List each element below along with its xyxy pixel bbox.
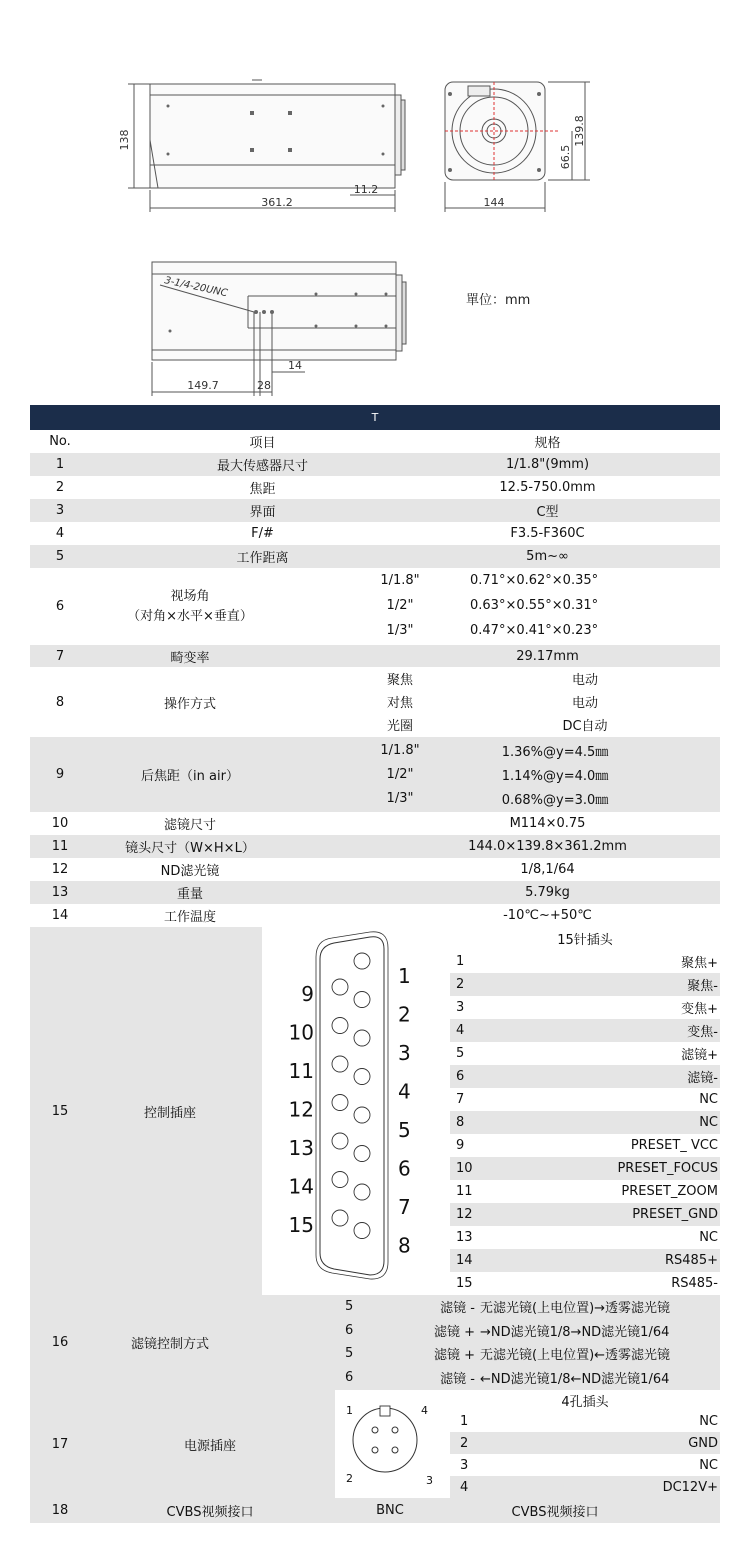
- table-row-backfocus: [30, 737, 720, 812]
- bf-sensor: 1/2": [386, 766, 414, 782]
- row-item: 滤镜尺寸: [163, 818, 216, 833]
- power-pin-label-1: 1: [346, 1404, 353, 1417]
- op-name: 聚焦: [386, 672, 413, 688]
- row-no: 5: [55, 549, 65, 564]
- pin-number: 13: [456, 1230, 473, 1245]
- spec-table: [30, 405, 720, 1520]
- filter-pin: 6: [345, 1369, 354, 1385]
- pin-number: 5: [456, 1046, 465, 1061]
- db15-pin-label: 6: [398, 1156, 411, 1181]
- row-no: 3: [55, 503, 65, 518]
- row-spec: 29.17mm: [516, 648, 579, 664]
- table-row: [450, 950, 720, 973]
- filter-signal: 滤镜 +: [433, 1348, 475, 1364]
- table-row: [450, 1042, 720, 1065]
- table-row: [450, 1111, 720, 1134]
- filter-description: 无滤光镜(上电位置)←透雾滤光镜: [480, 1348, 671, 1364]
- row-spec: -10℃~+50℃: [503, 908, 592, 923]
- op-name: 光圈: [386, 718, 413, 734]
- fov-label: 视场角: [170, 588, 210, 604]
- db15-pin-hole: [354, 1146, 370, 1162]
- table-row: [335, 1319, 720, 1343]
- table-row: [335, 1342, 720, 1366]
- table-row-power-socket: [30, 1390, 720, 1498]
- row-item: 最大传感器尺寸: [216, 459, 308, 474]
- row-spec: 144.0×139.8×361.2mm: [468, 839, 627, 854]
- op-value: 电动: [571, 672, 598, 688]
- row-item: 控制插座: [143, 1105, 196, 1121]
- power-pin-label-4: 4: [421, 1404, 428, 1417]
- row-spec: 12.5-750.0mm: [499, 480, 596, 495]
- row-no: 9: [55, 767, 65, 782]
- db15-pin-hole: [354, 1030, 370, 1046]
- db15-pin-hole: [354, 1184, 370, 1200]
- filter-signal: 滤镜 -: [440, 1371, 475, 1387]
- pin-function: 变焦-: [687, 1025, 718, 1040]
- row-item: 重量: [176, 887, 203, 902]
- pin-function: NC: [699, 1457, 718, 1473]
- table-row: [450, 1410, 720, 1432]
- table-row: [450, 1065, 720, 1088]
- row-item: 焦距: [249, 482, 276, 497]
- pin-number: 10: [456, 1161, 473, 1176]
- row-no: 6: [55, 599, 65, 614]
- row-spec: CVBS视频接口: [511, 1505, 599, 1520]
- table-row: [30, 545, 720, 568]
- db15-pin-hole: [354, 1223, 370, 1239]
- header-item: 项目: [249, 436, 276, 451]
- db15-pin-hole: [332, 1210, 348, 1226]
- dim-front-offset: 11.2: [353, 183, 379, 196]
- table-row: [30, 835, 720, 858]
- fov-sub-row: [30, 618, 720, 643]
- table-row: [30, 453, 720, 476]
- pin-function: PRESET_ VCC: [630, 1138, 718, 1153]
- filter-description: ←ND滤光镜1/8←ND滤光镜1/64: [480, 1371, 670, 1387]
- bf-sensor: 1/3": [386, 790, 414, 806]
- pin-function: PRESET_FOCUS: [617, 1161, 718, 1176]
- db15-pin-label: 14: [288, 1174, 314, 1199]
- table-row: [30, 858, 720, 881]
- row-no: 11: [51, 839, 69, 854]
- table-header: [30, 430, 720, 453]
- row-no: 1: [55, 457, 65, 472]
- pin-number: 6: [456, 1069, 465, 1084]
- fov-sensor: 1/3": [386, 623, 414, 638]
- db15-pin-label: 2: [398, 1002, 411, 1027]
- pin-function: GND: [688, 1435, 718, 1451]
- op-value: 电动: [571, 695, 598, 711]
- row-no: 15: [51, 1103, 69, 1119]
- row-item: 畸变率: [170, 650, 210, 666]
- dim-length: 361.2: [261, 196, 293, 209]
- filter-signal: 滤镜 +: [433, 1324, 475, 1340]
- filter-description: →ND滤光镜1/8→ND滤光镜1/64: [480, 1324, 670, 1340]
- header-no: No.: [49, 434, 71, 449]
- pin-function: 聚焦+: [681, 956, 718, 971]
- row-spec: 5m~∞: [526, 549, 569, 564]
- row-sub: BNC: [376, 1503, 404, 1518]
- row-spec: F3.5-F360C: [510, 526, 585, 541]
- table-row: [450, 1226, 720, 1249]
- row-spec: 1/8,1/64: [520, 862, 575, 877]
- db15-pin-label: 3: [398, 1041, 411, 1065]
- op-sub-row: [30, 690, 720, 712]
- dim-axis-height: 66.5: [559, 144, 572, 170]
- unit-label: 單位：mm: [466, 293, 531, 308]
- row-no: 14: [51, 908, 69, 923]
- pin-number: 3: [460, 1457, 469, 1473]
- bf-sub-row: [30, 763, 720, 785]
- db15-pin-label: 5: [398, 1118, 411, 1142]
- power-4pin-connector-icon: [340, 1400, 450, 1490]
- db15-pin-label: 15: [288, 1213, 314, 1237]
- pin-function: NC: [699, 1413, 718, 1429]
- filter-pin: 5: [345, 1346, 354, 1362]
- table-row: [450, 1019, 720, 1042]
- db15-pin-hole: [332, 1133, 348, 1149]
- row-no: 18: [51, 1503, 69, 1518]
- bf-sensor: 1/1.8": [380, 742, 420, 758]
- table-row: [335, 1295, 720, 1319]
- table-row: [30, 881, 720, 904]
- row-spec: 5.79kg: [525, 885, 570, 900]
- table-row: [30, 904, 720, 927]
- row-item: 操作方式: [163, 696, 216, 712]
- db15-pin-hole: [332, 979, 348, 995]
- pin-function: 滤镜-: [687, 1071, 718, 1086]
- pin-number: 1: [460, 1413, 469, 1429]
- db15-pin-label: 9: [301, 982, 314, 1006]
- dim-width-front: 144: [483, 196, 505, 209]
- table-row: [30, 522, 720, 545]
- op-value: DC自动: [562, 718, 608, 734]
- table-row-filter-control: [30, 1295, 720, 1390]
- db15-pin-label: 7: [398, 1195, 411, 1219]
- op-name: 对焦: [386, 695, 413, 711]
- pin-function: RS485+: [665, 1253, 718, 1268]
- db15-pin-label: 10: [288, 1020, 314, 1045]
- row-item: 镜头尺寸（W×H×L）: [125, 841, 255, 856]
- pin-number: 15: [456, 1276, 473, 1291]
- bf-value: 1.14%@y=4.0㎜: [501, 768, 609, 784]
- pin-number: 9: [456, 1138, 465, 1153]
- db15-pin-hole: [332, 1056, 348, 1072]
- table-row: [335, 1366, 720, 1390]
- row-item: 界面: [249, 505, 276, 520]
- dim-height-side: 138: [118, 129, 131, 151]
- fov-sub-row: [30, 593, 720, 618]
- pin-function: RS485-: [671, 1276, 718, 1291]
- table-row: [30, 499, 720, 522]
- dimension-drawing: [0, 0, 750, 405]
- table-title: T: [30, 405, 720, 430]
- fov-value: 0.47°×0.41°×0.23°: [470, 623, 599, 638]
- row-no: 4: [55, 526, 65, 541]
- bf-sub-row: [30, 787, 720, 809]
- row-item: F/#: [251, 526, 274, 541]
- pin-number: 8: [456, 1115, 465, 1130]
- table-row: [450, 1249, 720, 1272]
- db15-pin-hole: [332, 1095, 348, 1111]
- pin-function: NC: [699, 1092, 718, 1107]
- db15-pin-label: 8: [398, 1233, 411, 1258]
- row-no: 17: [51, 1436, 69, 1452]
- dim-mount-pos: 149.7: [187, 379, 219, 392]
- power-plug-header: 4孔插头: [561, 1394, 609, 1410]
- table-row: [450, 1432, 720, 1454]
- fov-value: 0.71°×0.62°×0.35°: [470, 573, 599, 588]
- row-item: 滤镜控制方式: [130, 1337, 209, 1352]
- row-no: 8: [55, 694, 65, 710]
- table-row: [450, 996, 720, 1019]
- pin-function: DC12V+: [662, 1479, 718, 1495]
- dim-height-front: 139.8: [573, 115, 586, 147]
- row-item: 电源插座: [183, 1438, 236, 1454]
- table-row: [450, 1454, 720, 1476]
- row-no: 12: [51, 862, 69, 877]
- pin-function: 聚焦-: [687, 979, 718, 994]
- table-row: [450, 1157, 720, 1180]
- pin-number: 7: [456, 1092, 465, 1107]
- pin-number: 3: [456, 1000, 465, 1015]
- pin-function: PRESET_ZOOM: [621, 1184, 718, 1199]
- filter-description: 无滤光镜(上电位置)→透雾滤光镜: [480, 1301, 671, 1317]
- dim-mount-gap-b: 14: [288, 359, 302, 372]
- db15-pin-hole: [354, 1069, 370, 1085]
- pin-number: 2: [460, 1435, 469, 1451]
- row-item: ND滤光镜: [160, 864, 220, 879]
- row-spec: M114×0.75: [509, 816, 586, 831]
- op-sub-row: [30, 667, 720, 689]
- filter-pin: 5: [345, 1299, 354, 1315]
- fov-sublabel: （对角×水平×垂直）: [127, 608, 253, 624]
- row-no: 13: [51, 885, 69, 900]
- pin-function: 滤镜+: [681, 1048, 718, 1063]
- table-row: [450, 973, 720, 996]
- row-no: 2: [55, 480, 65, 495]
- table-row: [450, 1476, 720, 1498]
- pin-function: NC: [699, 1115, 718, 1130]
- power-pin-label-3: 3: [426, 1474, 433, 1487]
- table-row: [450, 1203, 720, 1226]
- mount-thread-label: 3-1/4-20UNC: [163, 275, 229, 300]
- bf-sub-row: [30, 739, 720, 761]
- pin-number: 2: [456, 977, 465, 992]
- row-item: 工作温度: [163, 910, 216, 925]
- pin-function: 变焦+: [681, 1002, 718, 1017]
- db15-pin-hole: [354, 953, 370, 969]
- table-row-operation: [30, 667, 720, 737]
- table-row-control-socket: [30, 927, 720, 1295]
- row-spec: C型: [536, 505, 559, 520]
- row-no: 16: [51, 1335, 69, 1350]
- table-row: [450, 1180, 720, 1203]
- filter-ctrl-list: [335, 1295, 720, 1390]
- row-no: 10: [51, 816, 69, 831]
- fov-sub-row: [30, 568, 720, 593]
- row-no: 7: [55, 648, 65, 664]
- db15-pin-hole: [354, 992, 370, 1008]
- pin-function: NC: [699, 1230, 718, 1245]
- bf-value: 1.36%@y=4.5㎜: [501, 744, 609, 760]
- bf-value: 0.68%@y=3.0㎜: [501, 792, 609, 808]
- db15-pin-hole: [332, 1018, 348, 1034]
- control-plug-header: 15针插头: [557, 932, 613, 948]
- db15-pin-label: 1: [398, 964, 411, 988]
- table-row: [450, 1088, 720, 1111]
- pin-number: 1: [456, 954, 465, 969]
- filter-pin: 6: [345, 1322, 354, 1338]
- row-item: 后焦距（in air）: [141, 769, 239, 784]
- op-sub-row: [30, 713, 720, 735]
- db15-connector-icon: [270, 931, 450, 1291]
- row-spec: 1/1.8"(9mm): [505, 457, 590, 472]
- fov-sensor: 1/2": [386, 598, 414, 613]
- pin-number: 12: [456, 1207, 473, 1222]
- table-row-fov: [30, 568, 720, 645]
- pin-number: 4: [456, 1023, 465, 1038]
- table-row: [30, 812, 720, 835]
- dim-mount-gap-a: 28: [257, 379, 271, 392]
- db15-pin-label: 12: [288, 1097, 314, 1122]
- power-pin-list: [450, 1410, 720, 1498]
- db15-pin-label: 13: [288, 1136, 314, 1160]
- table-row-cvbs: [30, 1498, 720, 1523]
- db15-pin-hole: [354, 1107, 370, 1123]
- db15-pin-label: 11: [288, 1059, 314, 1083]
- db15-pin-hole: [332, 1172, 348, 1188]
- table-row: [30, 645, 720, 667]
- table-row: [450, 1134, 720, 1157]
- row-item: 工作距离: [236, 551, 289, 566]
- filter-signal: 滤镜 -: [440, 1301, 475, 1317]
- pin-number: 11: [456, 1184, 473, 1199]
- power-pin-label-2: 2: [346, 1472, 353, 1485]
- fov-value: 0.63°×0.55°×0.31°: [470, 598, 599, 613]
- header-spec: 规格: [534, 436, 561, 451]
- table-row: [30, 476, 720, 499]
- pin-number: 4: [460, 1479, 469, 1495]
- db15-pin-label: 4: [398, 1079, 411, 1104]
- pin-function: PRESET_GND: [632, 1207, 718, 1222]
- pin-number: 14: [456, 1253, 473, 1268]
- fov-sensor: 1/1.8": [380, 573, 420, 588]
- row-item: CVBS视频接口: [166, 1505, 254, 1520]
- control-pin-list: [450, 950, 720, 1295]
- table-row: [450, 1272, 720, 1295]
